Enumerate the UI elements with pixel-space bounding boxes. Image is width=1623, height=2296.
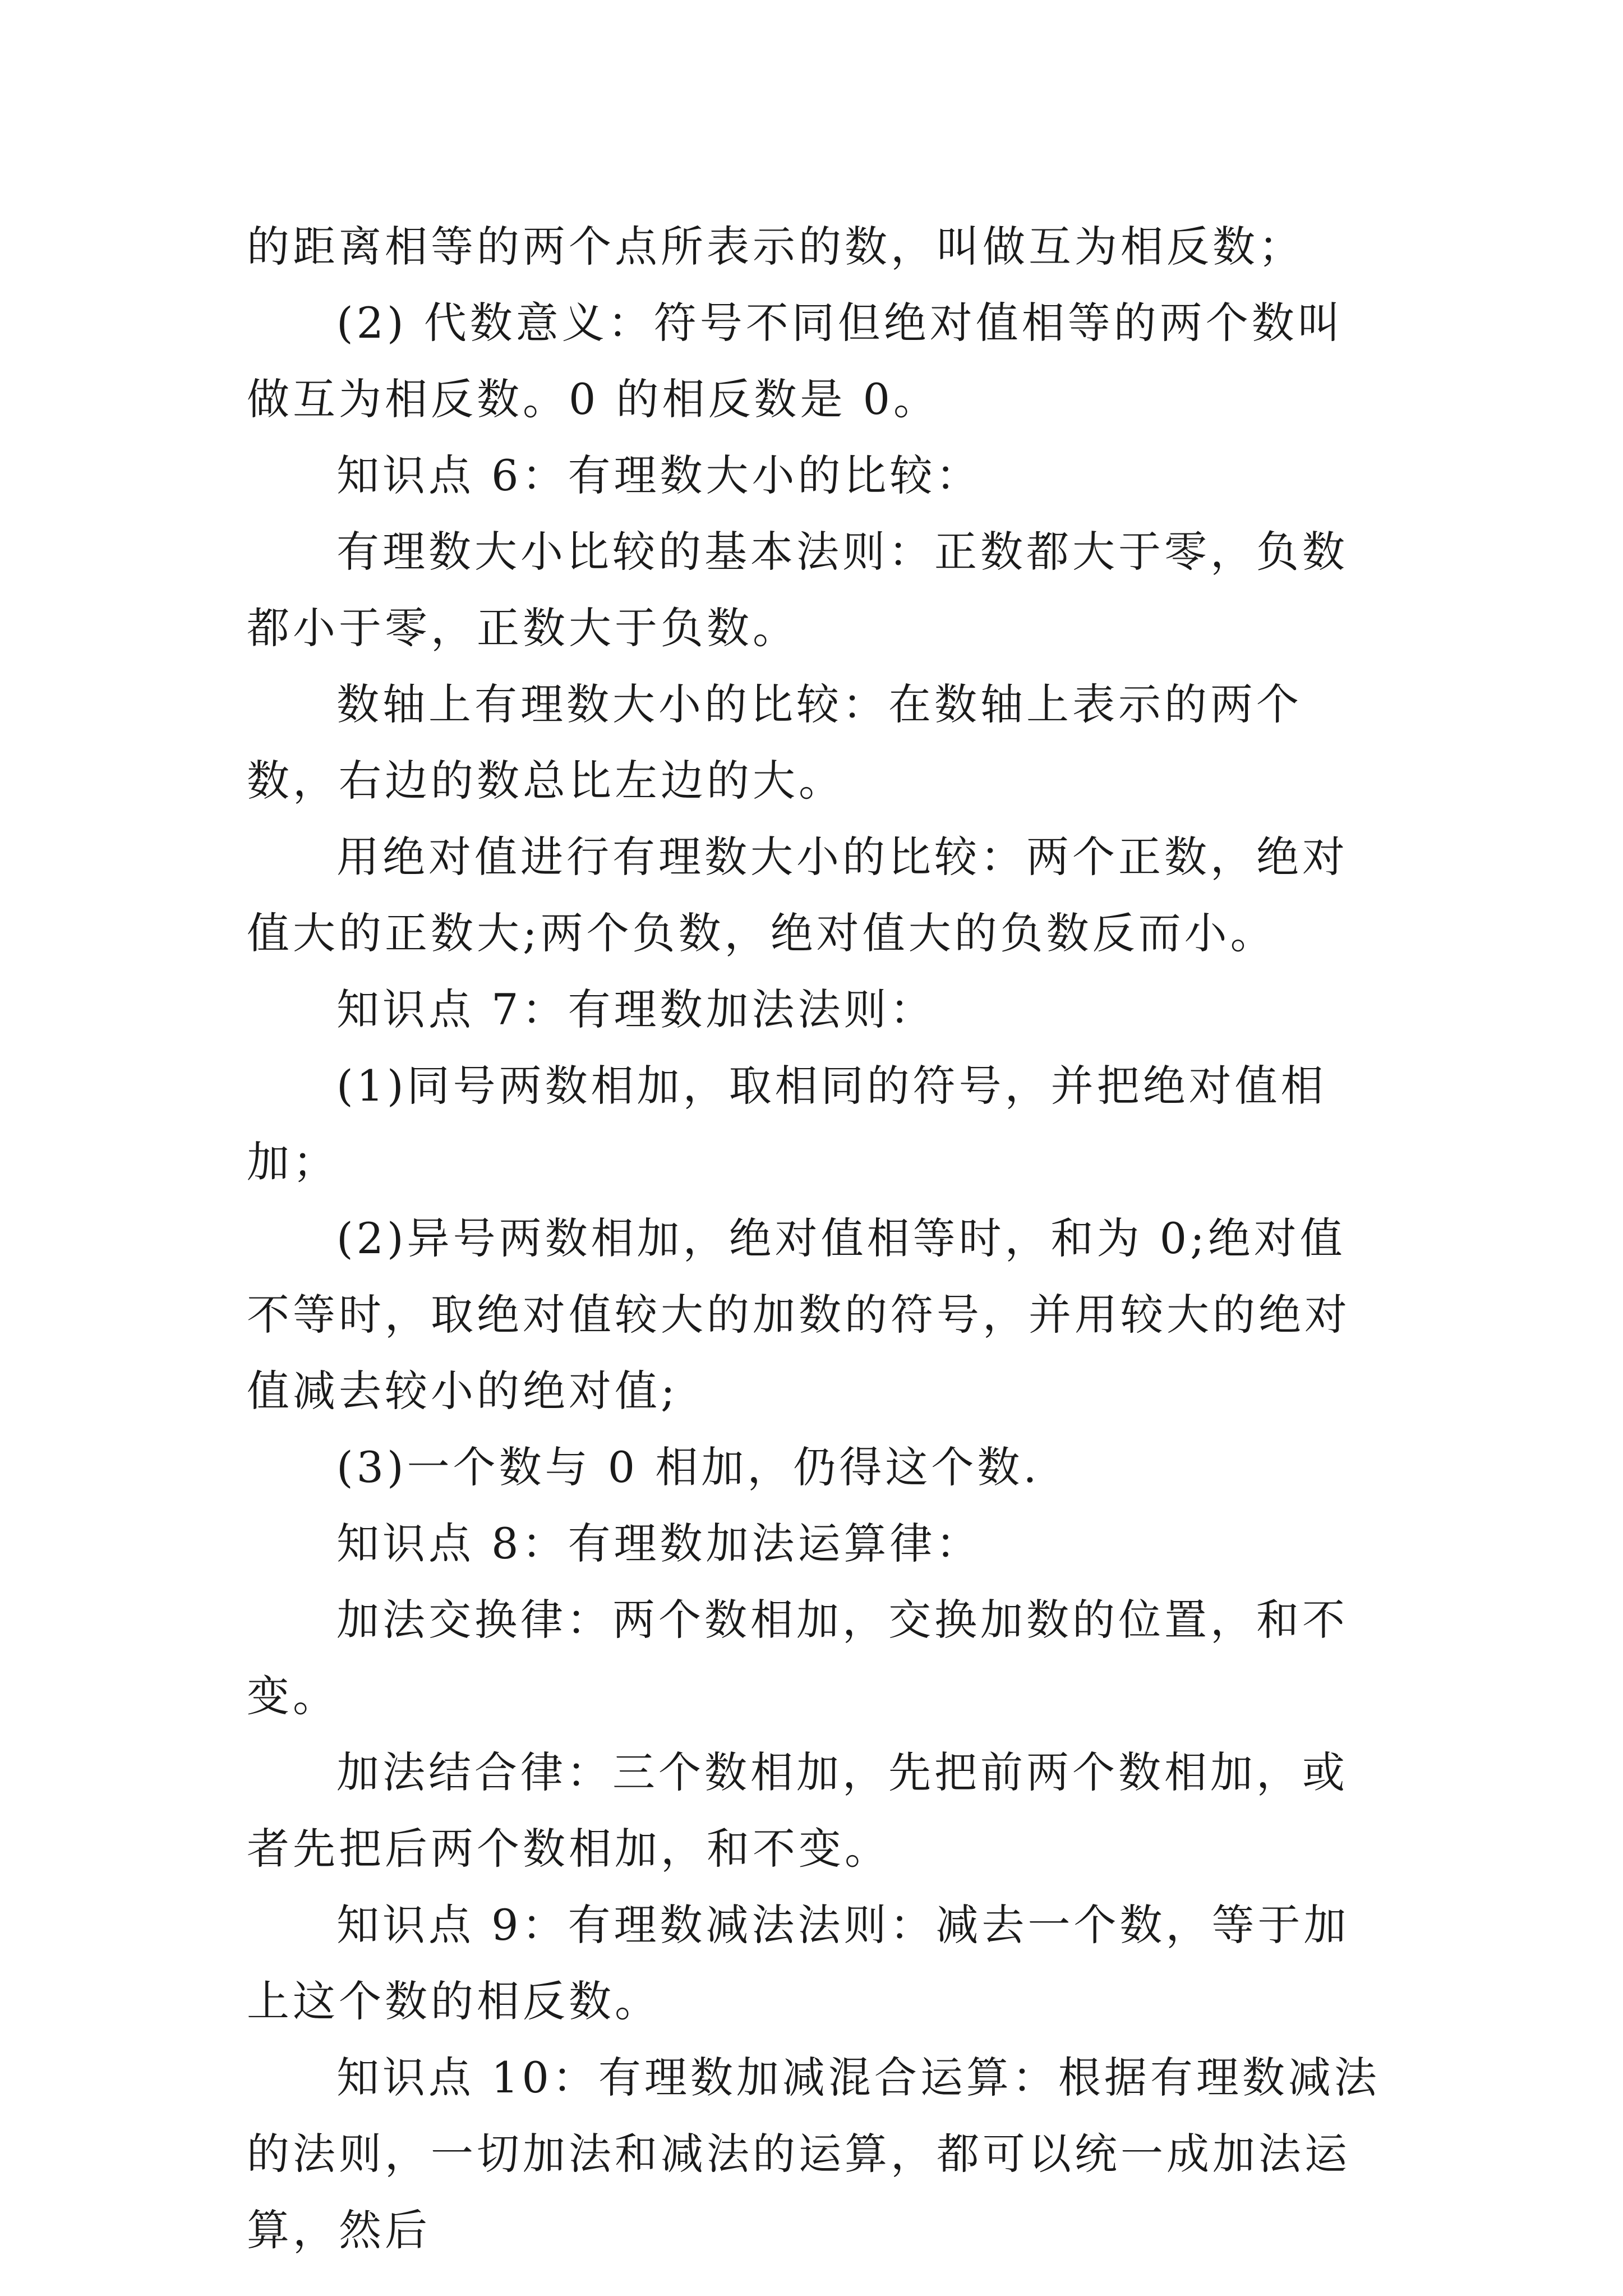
paragraph-algebraic-meaning: (2) 代数意义：符号不同但绝对值相等的两个数叫做互为相反数。0 的相反数是 0。 <box>247 298 1344 424</box>
heading-knowledge-point-7: 知识点 7：有理数加法法则： <box>336 984 936 1034</box>
paragraph-continuation: 的距离相等的两个点所表示的数，叫做互为相反数； <box>247 222 1304 272</box>
paragraph-commutative-law: 加法交换律：两个数相加，交换加数的位置，和不变。 <box>247 1595 1348 1721</box>
heading-knowledge-point-8: 知识点 8：有理数加法运算律： <box>336 1519 982 1568</box>
document-body <box>247 209 1385 2269</box>
paragraph-number-line-comparison: 数轴上有理数大小的比较：在数轴上表示的两个数，右边的数总比左边的大。 <box>247 679 1302 806</box>
paragraph-addition-rule-1: (1)同号两数相加，取相同的符号，并把绝对值相加； <box>247 1061 1327 1187</box>
paragraph-addition-rule-2: (2)异号两数相加，绝对值相等时，和为 0;绝对值不等时，取绝对值较大的加数的符号，并用较大的绝对值减去较小的绝对值; <box>247 1213 1350 1416</box>
paragraph-addition-rule-3: (3)一个数与 0 相加，仍得这个数. <box>336 1442 1040 1492</box>
paragraph-knowledge-point-9: 知识点 9：有理数减法法则：减去一个数，等于加上这个数的相反数。 <box>247 1900 1350 2026</box>
paragraph-basic-comparison-rule: 有理数大小比较的基本法则：正数都大于零，负数都小于零，正数大于负数。 <box>247 527 1348 653</box>
paragraph-absolute-value-comparison: 用绝对值进行有理数大小的比较：两个正数，绝对值大的正数大;两个负数，绝对值大的负数反而小。 <box>247 832 1348 958</box>
paragraph-associative-law: 加法结合律：三个数相加，先把前两个数相加，或者先把后两个数相加，和不变。 <box>247 1747 1348 1874</box>
paragraph-knowledge-point-10: 知识点 10：有理数加减混合运算：根据有理数减法的法则，一切加法和减法的运算，都可以统一成加法运算，然后 <box>247 2053 1380 2255</box>
heading-knowledge-point-6: 知识点 6：有理数大小的比较： <box>336 450 982 500</box>
